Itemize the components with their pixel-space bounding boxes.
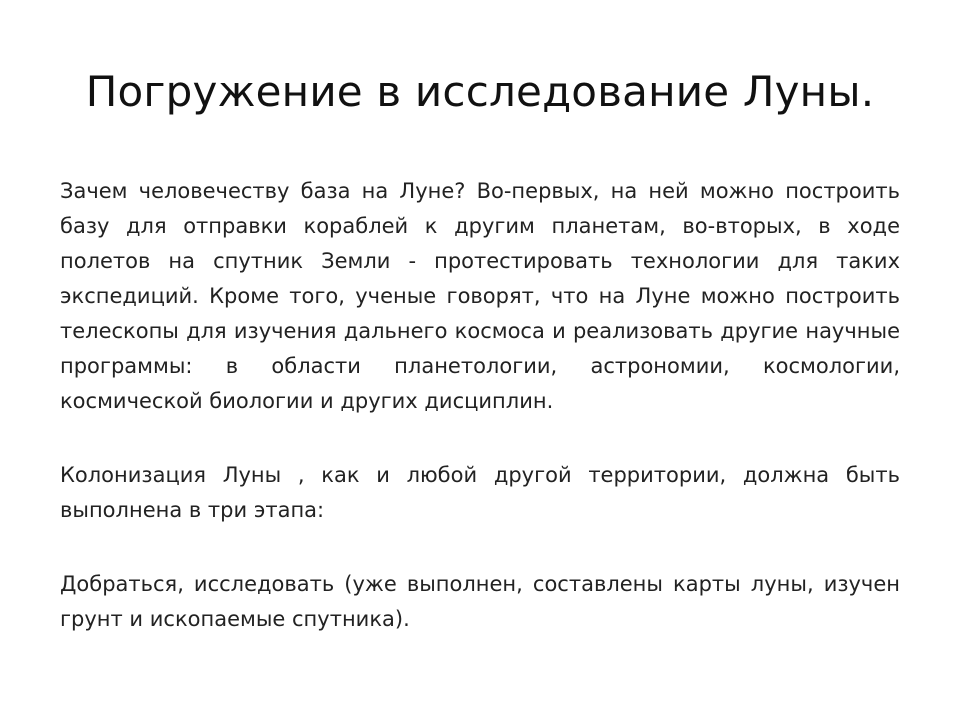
paragraph-reach-explore: Добраться, исследовать (уже выполнен, составлены карты луны, изучен грунт и ископаемые спутника). (60, 572, 900, 631)
slide-title: Погружение в исследование Луны. (85, 67, 875, 116)
paragraph-colonization-stages: Колонизация Луны , как и любой другой территории, должна быть выполнена в три этапа: (60, 463, 900, 522)
paragraph-why-moon-base: Зачем человечеству база на Луне? Во-первых, на ней можно построить базу для отправки кораблей к другим планетам, во-вторых, в ходе полетов на спутник Земли - протестировать технологии для таких экспедиций. Кроме того, ученые говорят, что на Луне можно построить телескопы для изучения дальнего космоса и реализовать другие научные программы: в области планетологии, астрономии, космологии, космической биологии и других дисциплин. (60, 179, 900, 413)
slide-body (60, 174, 900, 676)
